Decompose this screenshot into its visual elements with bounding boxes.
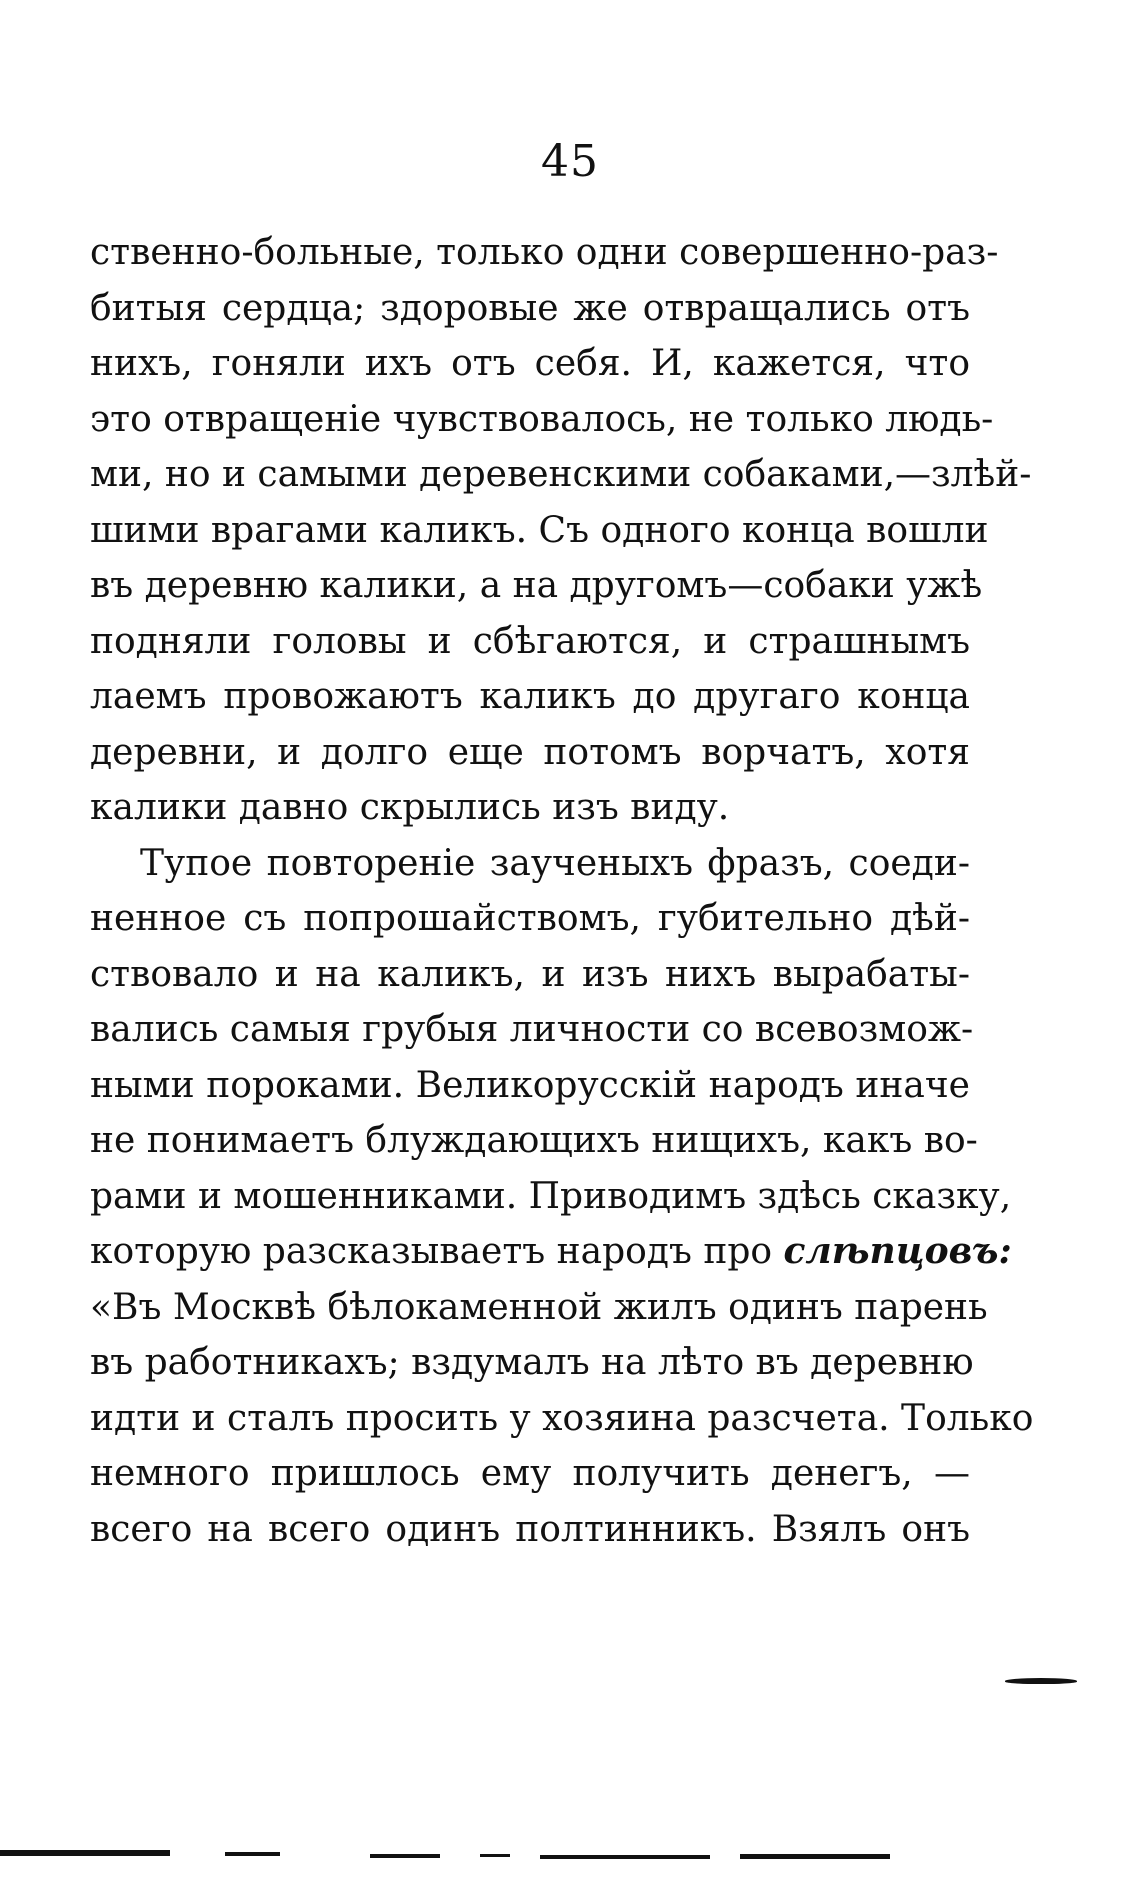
text-line-content: въ деревню калики, а на другомъ—собаки ужѣ: [90, 565, 983, 606]
scan-edge-artifact: [0, 1850, 1140, 1868]
text-line: [90, 614, 970, 670]
text-line: [90, 947, 970, 1003]
text-line-content: битыя сердца; здоровые же отвращались отъ: [90, 287, 970, 329]
text-line: [90, 558, 983, 614]
text-line: [90, 392, 994, 448]
text-line-content: всего на всего одинъ полтинникъ. Взялъ онъ: [90, 1508, 970, 1550]
text-line-content: это отвращеніе чувствовалось, не только людь-: [90, 398, 994, 440]
text-line: [90, 836, 970, 892]
text-line: [90, 1002, 974, 1058]
text-line: [90, 1058, 970, 1114]
body-text: [90, 225, 1034, 1557]
text-line: [90, 1113, 978, 1169]
emphasized-word: слѣпцовъ:: [783, 1230, 1012, 1272]
text-line-content: не понимаетъ блуждающихъ нищихъ, какъ во-: [90, 1120, 978, 1161]
text-line-content: «Въ Москвѣ бѣлокаменной жилъ одинъ парень: [90, 1286, 988, 1328]
text-line-content: въ работникахъ; вздумалъ на лѣто въ деревню: [90, 1342, 974, 1383]
text-line: [90, 669, 970, 725]
text-line: [90, 1280, 988, 1336]
text-line-content: ненное съ попрошайствомъ, губительно дѣй-: [90, 898, 970, 939]
text-line: [90, 1446, 970, 1502]
text-line: [90, 447, 1032, 503]
text-line-content: калики давно скрылись изъ виду.: [90, 787, 730, 828]
text-line: [90, 503, 989, 559]
text-line-content: вались самыя грубыя личности со всевозмож-: [90, 1009, 974, 1050]
text-line-content: лаемъ провожаютъ каликъ до другаго конца: [90, 676, 970, 717]
text-line-content: деревни, и долго еще потомъ ворчатъ, хотя: [90, 731, 970, 773]
page-number: 45: [541, 136, 599, 187]
text-line: [90, 725, 970, 781]
text-line: [90, 780, 970, 836]
text-line: [90, 1335, 974, 1391]
text-line-content: идти и сталъ просить у хозяина разсчета. Только: [90, 1397, 1034, 1439]
text-line-content: ми, но и самыми деревенскими собаками,—злѣй-: [90, 454, 1032, 495]
text-line: [90, 1391, 1034, 1447]
text-line-content: которую разсказываетъ народъ про: [90, 1231, 784, 1272]
text-line: [90, 891, 970, 947]
text-line-content: Тупое повтореніе заученыхъ фразъ, соеди-: [140, 842, 970, 884]
text-line-content: немного пришлось ему получить денегъ, —: [90, 1453, 970, 1494]
text-line: [90, 1224, 1012, 1280]
text-line: [90, 1169, 1012, 1225]
margin-mark: [1005, 1678, 1077, 1684]
text-line-content: ственно-больные, только одни совершенно-раз-: [90, 232, 999, 273]
text-line-content: шими врагами каликъ. Съ одного конца вошли: [90, 509, 989, 551]
text-line-content: ствовало и на каликъ, и изъ нихъ вырабаты-: [90, 953, 970, 995]
text-line: [90, 281, 970, 337]
text-line-content: нихъ, гоняли ихъ отъ себя. И, кажется, что: [90, 343, 970, 384]
text-line-content: ными пороками. Великорусскій народъ иначе: [90, 1064, 970, 1106]
text-line: [90, 336, 970, 392]
text-line: [90, 225, 999, 281]
text-line: [90, 1502, 970, 1558]
text-line-content: рами и мошенниками. Приводимъ здѣсь сказку,: [90, 1175, 1012, 1217]
text-line-content: подняли головы и сбѣгаются, и страшнымъ: [90, 620, 970, 662]
